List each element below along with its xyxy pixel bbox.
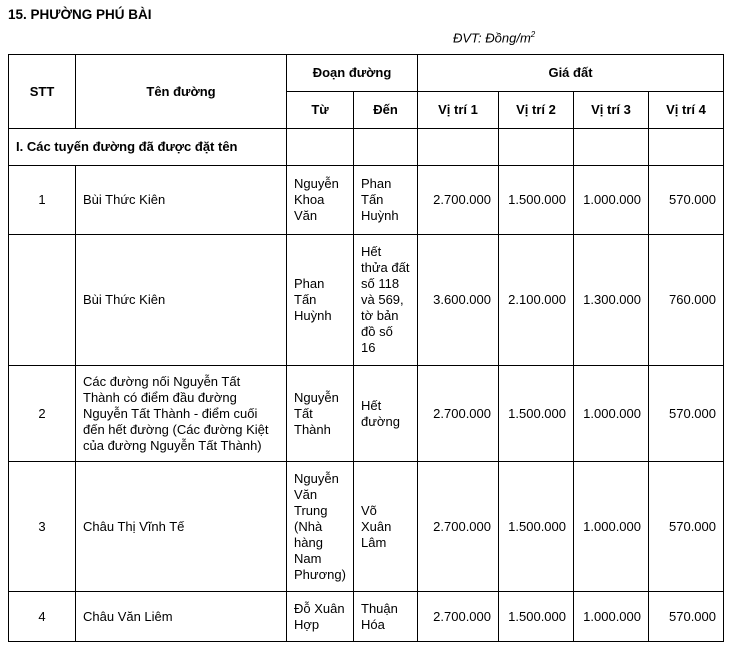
header-segment: Đoạn đường	[287, 55, 418, 92]
table-row	[9, 235, 724, 366]
price-position-2-cell: 1.500.000	[499, 462, 574, 592]
price-position-1-cell: 2.700.000	[418, 462, 499, 592]
to-cell: Thuận Hóa	[354, 592, 418, 642]
from-cell: Đỗ Xuân Hợp	[287, 592, 354, 642]
street-name-cell: Bùi Thức Kiên	[76, 166, 287, 235]
street-name-cell: Châu Thị Vĩnh Tế	[76, 462, 287, 592]
header-street-name: Tên đường	[76, 55, 287, 129]
unit-text: ĐVT: Đồng/m	[453, 30, 531, 46]
section-empty-cell	[287, 129, 354, 166]
stt-cell: 1	[9, 166, 76, 235]
price-position-1-cell: 2.700.000	[418, 592, 499, 642]
price-position-4-cell: 570.000	[649, 366, 724, 462]
from-cell: Nguyễn Tất Thành	[287, 366, 354, 462]
header-position-2: Vị trí 2	[499, 92, 574, 129]
price-position-1-cell: 2.700.000	[418, 366, 499, 462]
price-position-3-cell: 1.000.000	[574, 462, 649, 592]
stt-cell: 3	[9, 462, 76, 592]
price-position-4-cell: 570.000	[649, 462, 724, 592]
land-price-table	[8, 54, 724, 642]
price-position-1-cell: 3.600.000	[418, 235, 499, 366]
to-cell: Võ Xuân Lâm	[354, 462, 418, 592]
from-cell: Nguyễn Văn Trung (Nhà hàng Nam Phương)	[287, 462, 354, 592]
to-cell: Hết đường	[354, 366, 418, 462]
page-title: 15. PHƯỜNG PHÚ BÀI	[8, 7, 152, 22]
price-position-3-cell: 1.000.000	[574, 366, 649, 462]
street-name-cell: Châu Văn Liêm	[76, 592, 287, 642]
header-to: Đến	[354, 92, 418, 129]
to-cell: Hết thửa đất số 118 và 569, tờ bản đồ số 16	[354, 235, 418, 366]
unit-note	[453, 30, 535, 45]
price-position-2-cell: 1.500.000	[499, 166, 574, 235]
section-empty-cell	[649, 129, 724, 166]
price-position-3-cell: 1.300.000	[574, 235, 649, 366]
table-row	[9, 366, 724, 462]
price-position-2-cell: 1.500.000	[499, 592, 574, 642]
stt-cell	[9, 235, 76, 366]
section-empty-cell	[418, 129, 499, 166]
price-position-1-cell: 2.700.000	[418, 166, 499, 235]
header-position-4: Vị trí 4	[649, 92, 724, 129]
table-row	[9, 592, 724, 642]
price-position-4-cell: 760.000	[649, 235, 724, 366]
stt-cell: 2	[9, 366, 76, 462]
table-row	[9, 166, 724, 235]
price-position-4-cell: 570.000	[649, 166, 724, 235]
street-name-cell: Các đường nối Nguyễn Tất Thành có điểm đầu đường Nguyễn Tất Thành - điểm cuối đến hết đường (Các đường Kiệt của đường Nguyễn Tất Thành)	[76, 366, 287, 462]
from-cell: Phan Tấn Huỳnh	[287, 235, 354, 366]
section-row	[9, 129, 724, 166]
section-empty-cell	[574, 129, 649, 166]
table-row	[9, 462, 724, 592]
to-cell: Phan Tấn Huỳnh	[354, 166, 418, 235]
from-cell: Nguyễn Khoa Văn	[287, 166, 354, 235]
stt-cell: 4	[9, 592, 76, 642]
price-position-4-cell: 570.000	[649, 592, 724, 642]
price-position-2-cell: 2.100.000	[499, 235, 574, 366]
header-land-price: Giá đất	[418, 55, 724, 92]
unit-superscript: 2	[530, 30, 536, 39]
section-title: I. Các tuyến đường đã được đặt tên	[9, 129, 287, 166]
header-from: Từ	[287, 92, 354, 129]
price-position-3-cell: 1.000.000	[574, 592, 649, 642]
header-row	[9, 55, 724, 92]
street-name-cell: Bùi Thức Kiên	[76, 235, 287, 366]
section-empty-cell	[499, 129, 574, 166]
section-empty-cell	[354, 129, 418, 166]
header-position-1: Vị trí 1	[418, 92, 499, 129]
header-stt: STT	[9, 55, 76, 129]
price-position-3-cell: 1.000.000	[574, 166, 649, 235]
price-position-2-cell: 1.500.000	[499, 366, 574, 462]
header-position-3: Vị trí 3	[574, 92, 649, 129]
